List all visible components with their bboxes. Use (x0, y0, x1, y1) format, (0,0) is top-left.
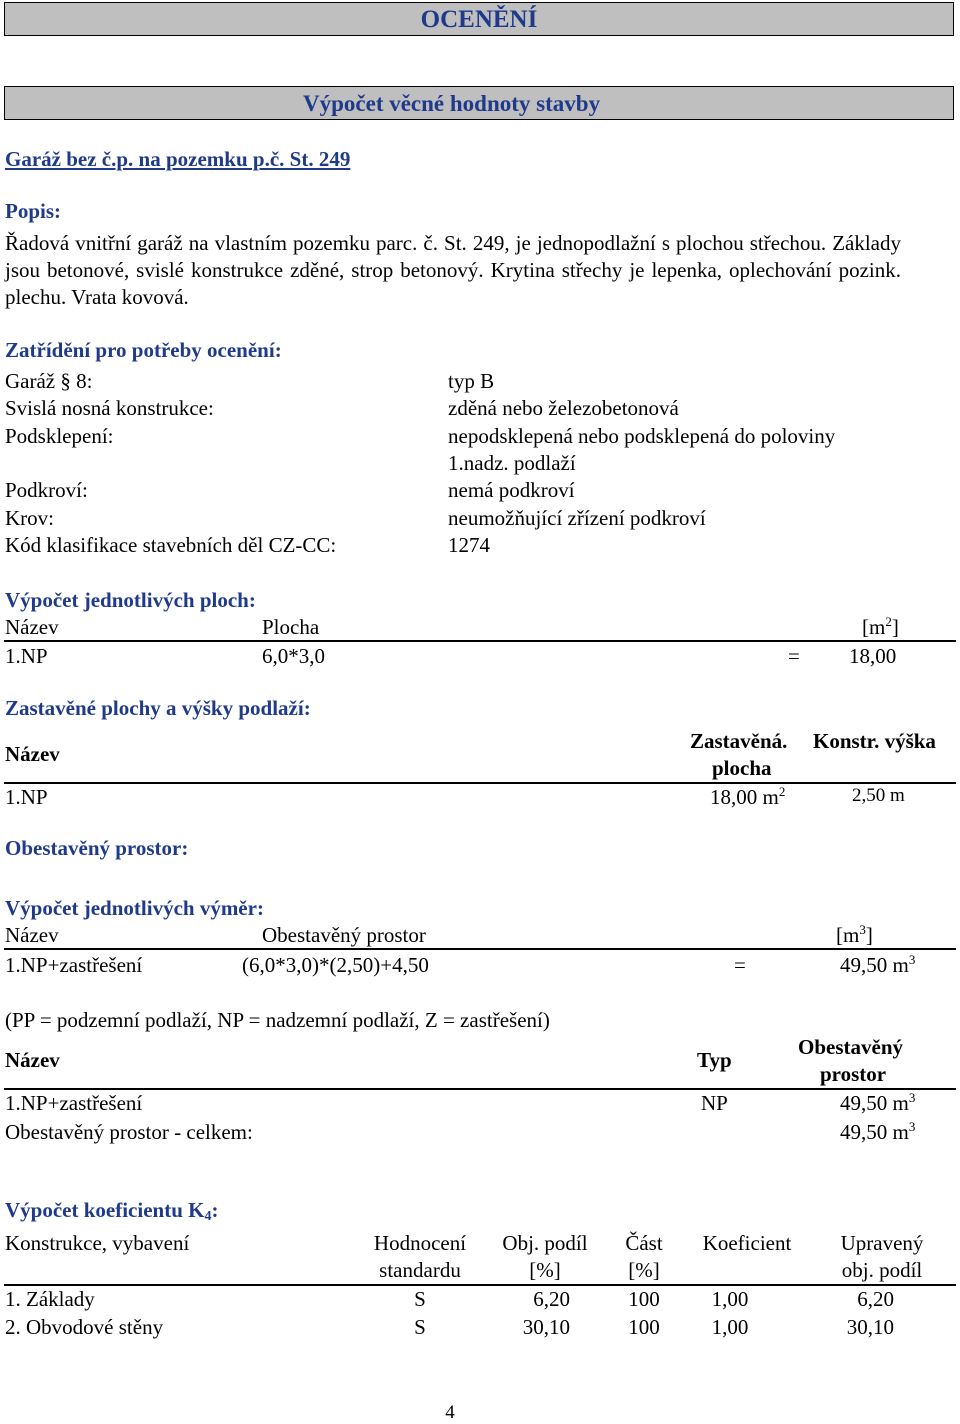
class-label: Garáž § 8: (5, 369, 93, 393)
k4-col-part-2: [%] (628, 1258, 660, 1282)
legend-text: (PP = podzemní podlaží, NP = nadzemní podlaží, Z = zastřešení) (5, 1008, 550, 1032)
class-value: nemá podkroví (448, 478, 575, 502)
page-title: OCENĚNÍ (420, 6, 538, 33)
builtup-col-area: Zastavěná. (690, 729, 788, 753)
areas-row-name: 1.NP (5, 644, 48, 668)
builtup-row-area: 18,00 $m^2$ (710, 784, 786, 809)
volumes-row-value: 49,50 $m^3$ (840, 952, 916, 977)
builtup-col-name: Název (5, 742, 60, 766)
k4-row-share: 30,10 (522, 1315, 570, 1339)
summary-row-name: 1.NP+zastřešení (5, 1091, 143, 1115)
k4-col-coef: Koeficient (702, 1231, 792, 1255)
class-value-cont: 1.nadz. podlaží (448, 451, 576, 475)
title-bar (4, 2, 954, 36)
popis-heading: Popis: (5, 199, 62, 223)
volumes-row-eq: = (734, 953, 746, 977)
class-value: zděná nebo železobetonová (448, 396, 679, 420)
k4-heading: Výpočet koeficientu $K_4$: (5, 1198, 219, 1224)
builtup-col-height: Konstr. výška (813, 729, 936, 753)
areas-heading: Výpočet jednotlivých ploch: (5, 588, 256, 612)
class-label: Kód klasifikace stavebních děl CZ-CC: (5, 533, 337, 557)
areas-row-formula: 6,0*3,0 (262, 644, 325, 668)
class-value: nepodsklepená nebo podsklepená do poloviny (448, 424, 836, 448)
volumes-row-formula: (6,0*3,0)*(2,50)+4,50 (242, 953, 429, 977)
k4-row-part: 100 (628, 1315, 660, 1339)
summary-total-label: Obestavěný prostor - celkem: (5, 1120, 253, 1144)
class-value: 1274 (448, 533, 490, 557)
builtup-rule (4, 782, 956, 784)
class-label: Podkroví: (5, 478, 88, 502)
volumes-rule (4, 948, 956, 950)
summary-rule (4, 1088, 956, 1090)
areas-row-value: 18,00 (849, 644, 897, 668)
class-value: neumožňující zřízení podkroví (448, 506, 706, 530)
k4-row-adjusted: 30,10 (846, 1315, 894, 1339)
k4-row-coef: 1,00 (711, 1315, 749, 1339)
areas-row-eq: = (788, 644, 800, 668)
volumes-col-name: Název (5, 923, 59, 947)
builtup-heading: Zastavěné plochy a výšky podlaží: (5, 696, 311, 720)
k4-rule (4, 1284, 956, 1286)
k4-row-share: 6,20 (533, 1287, 570, 1311)
summary-col-name: Název (5, 1048, 60, 1072)
class-label: Svislá nosná konstrukce: (5, 396, 214, 420)
k4-row-std: S (414, 1287, 426, 1311)
summary-total-value: 49,50 $m^3$ (840, 1119, 916, 1144)
classification-heading: Zatřídění pro potřeby ocenění: (5, 338, 282, 362)
summary-col-type: Typ (697, 1048, 732, 1072)
k4-row-std: S (414, 1315, 426, 1339)
k4-col-part: Část (625, 1231, 663, 1255)
k4-col-share-2: [%] (529, 1258, 561, 1282)
k4-row-adjusted: 6,20 (857, 1287, 894, 1311)
volumes-heading: Výpočet jednotlivých výměr: (5, 896, 264, 920)
k4-row-part: 100 (628, 1287, 660, 1311)
subtitle-bar (4, 86, 954, 120)
k4-row-name: 1. Základy (5, 1287, 95, 1311)
builtup-col-area-2: plocha (712, 756, 772, 780)
areas-col-name: Název (5, 615, 59, 639)
volumes-col-space: Obestavěný prostor (262, 923, 426, 947)
areas-rule (4, 640, 956, 642)
k4-row-coef: 1,00 (711, 1287, 749, 1311)
k4-col-adjusted-2: obj. podíl (841, 1258, 923, 1282)
page-subtitle: Výpočet věcné hodnoty stavby (303, 91, 601, 116)
k4-col-construction: Konstrukce, vybavení (5, 1231, 190, 1255)
volumes-col-unit: $[m^3]$ (836, 922, 873, 947)
summary-row-type: NP (701, 1091, 728, 1115)
class-label: Krov: (5, 506, 54, 530)
areas-col-area: Plocha (262, 615, 320, 639)
k4-col-standard-2: standardu (379, 1258, 461, 1282)
enclosed-heading: Obestavěný prostor: (5, 836, 189, 860)
builtup-row-height: 2,50 m (852, 785, 905, 806)
summary-row-value: 49,50 $m^3$ (840, 1090, 916, 1115)
page-number: 4 (445, 1402, 455, 1423)
areas-col-unit: $[m^2]$ (862, 614, 899, 639)
popis-text: Řadová vnitřní garáž na vlastním pozemku parc. č. St. 249, je jednopodlažní s plochou střechou. Základy jsou betonové, svislé konstrukce zděné, strop betonový. Krytina střechy je lepenka, oplechování pozink. plechu. Vrata kovová. (5, 231, 901, 309)
k4-col-share: Obj. podíl (502, 1231, 588, 1255)
k4-row-name: 2. Obvodové stěny (5, 1315, 164, 1339)
k4-col-standard: Hodnocení (373, 1231, 467, 1255)
summary-col-space: Obestavěný (798, 1035, 903, 1059)
builtup-row-name: 1.NP (5, 785, 48, 809)
class-label: Podsklepení: (5, 424, 114, 448)
object-title: Garáž bez č.p. na pozemku p.č. St. 249 (5, 147, 351, 171)
volumes-row-name: 1.NP+zastřešení (5, 953, 143, 977)
summary-col-space-2: prostor (820, 1062, 887, 1086)
k4-col-adjusted: Upravený (840, 1231, 924, 1255)
class-value: typ B (448, 369, 495, 393)
